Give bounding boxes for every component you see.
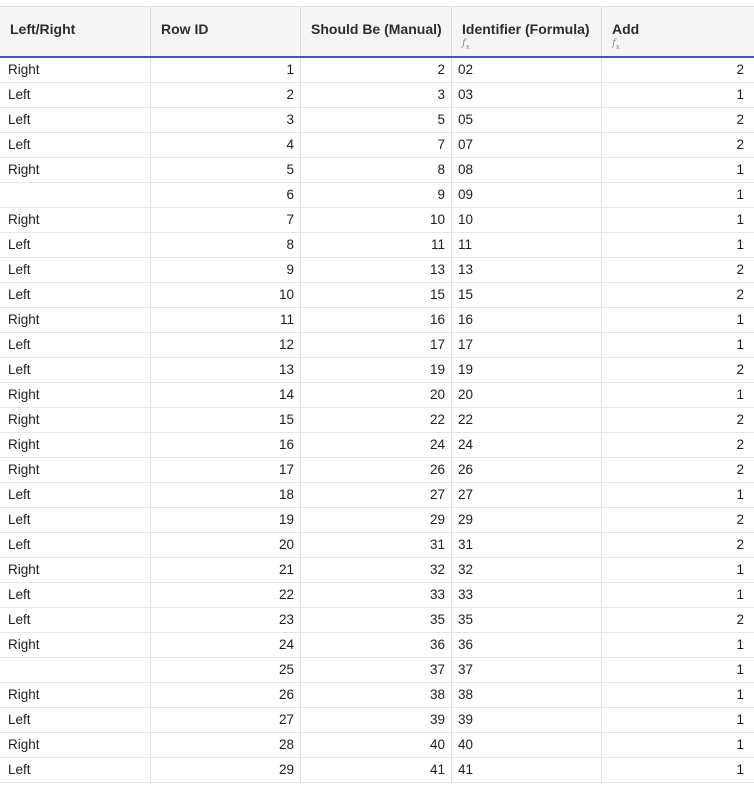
should-be-cell[interactable]: 10 (301, 208, 452, 232)
identifier-cell[interactable]: 32 (452, 558, 602, 582)
row-id-cell[interactable]: 4 (151, 133, 301, 157)
left-right-cell[interactable]: Right (0, 733, 151, 757)
left-right-cell[interactable] (0, 658, 151, 682)
column-header-row-id[interactable] (151, 7, 301, 56)
row-id-cell[interactable]: 8 (151, 233, 301, 257)
table-row (0, 258, 754, 283)
identifier-cell[interactable]: 02 (452, 58, 602, 82)
table-row (0, 608, 754, 633)
should-be-cell[interactable]: 29 (301, 508, 452, 532)
should-be-cell[interactable]: 7 (301, 133, 452, 157)
add-cell[interactable]: 1 (736, 687, 744, 702)
left-right-cell[interactable]: Left (0, 358, 151, 382)
should-be-cell[interactable]: 19 (301, 358, 452, 382)
table-row (0, 158, 754, 183)
left-right-cell[interactable]: Right (0, 458, 151, 482)
add-cell[interactable]: 1 (736, 737, 744, 752)
add-cell[interactable]: 1 (736, 162, 744, 177)
identifier-cell[interactable]: 09 (452, 183, 602, 207)
identifier-cell[interactable]: 38 (452, 683, 602, 707)
table-row (0, 383, 754, 408)
row-id-cell[interactable]: 21 (151, 558, 301, 582)
table-row (0, 333, 754, 358)
row-id-cell[interactable]: 25 (151, 658, 301, 682)
add-cell[interactable]: 1 (736, 312, 744, 327)
column-header-label: Identifier (Formula) (462, 21, 590, 37)
table-row (0, 108, 754, 133)
left-right-cell[interactable]: Left (0, 483, 151, 507)
identifier-cell[interactable]: 08 (452, 158, 602, 182)
add-cell[interactable]: 1 (736, 337, 744, 352)
row-id-cell[interactable]: 26 (151, 683, 301, 707)
add-cell[interactable]: 1 (736, 712, 744, 727)
left-right-cell[interactable]: Left (0, 708, 151, 732)
row-id-cell[interactable]: 13 (151, 358, 301, 382)
table-row (0, 58, 754, 83)
add-cell[interactable]: 2 (736, 287, 744, 302)
formula-icon: $f_x$ (462, 38, 470, 51)
table-row (0, 83, 754, 108)
left-right-cell[interactable]: Left (0, 758, 151, 782)
add-cell[interactable]: 2 (736, 612, 744, 627)
identifier-cell[interactable]: 16 (452, 308, 602, 332)
left-right-cell[interactable]: Right (0, 208, 151, 232)
left-right-cell[interactable]: Left (0, 258, 151, 282)
left-right-cell[interactable]: Right (0, 558, 151, 582)
identifier-cell[interactable]: 27 (452, 483, 602, 507)
left-right-cell[interactable]: Right (0, 383, 151, 407)
identifier-cell[interactable]: 26 (452, 458, 602, 482)
add-cell[interactable]: 1 (736, 587, 744, 602)
identifier-cell[interactable]: 13 (452, 258, 602, 282)
identifier-cell[interactable]: 33 (452, 583, 602, 607)
table-row (0, 583, 754, 608)
table-row (0, 708, 754, 733)
table-row (0, 733, 754, 758)
should-be-cell[interactable]: 36 (301, 633, 452, 657)
column-header-identifier[interactable] (452, 7, 602, 56)
row-id-cell[interactable]: 14 (151, 383, 301, 407)
row-id-cell[interactable]: 24 (151, 633, 301, 657)
row-id-cell[interactable]: 22 (151, 583, 301, 607)
add-cell[interactable]: 1 (736, 237, 744, 252)
row-id-cell[interactable]: 2 (151, 83, 301, 107)
left-right-cell[interactable]: Right (0, 408, 151, 432)
left-right-cell[interactable]: Left (0, 608, 151, 632)
row-id-cell[interactable]: 12 (151, 333, 301, 357)
row-id-cell[interactable]: 18 (151, 483, 301, 507)
add-cell[interactable]: 2 (736, 512, 744, 527)
left-right-cell[interactable]: Left (0, 108, 151, 132)
table-row (0, 358, 754, 383)
should-be-cell[interactable]: 37 (301, 658, 452, 682)
left-right-cell[interactable]: Right (0, 683, 151, 707)
add-cell[interactable]: 1 (736, 487, 744, 502)
should-be-cell[interactable]: 33 (301, 583, 452, 607)
identifier-cell[interactable]: 36 (452, 633, 602, 657)
identifier-cell[interactable]: 29 (452, 508, 602, 532)
table-row (0, 508, 754, 533)
identifier-cell[interactable]: 19 (452, 358, 602, 382)
add-cell[interactable]: 2 (736, 462, 744, 477)
row-id-cell[interactable]: 9 (151, 258, 301, 282)
identifier-cell[interactable]: 17 (452, 333, 602, 357)
table-row (0, 183, 754, 208)
left-right-cell[interactable]: Left (0, 508, 151, 532)
should-be-cell[interactable]: 8 (301, 158, 452, 182)
table-row (0, 308, 754, 333)
add-cell[interactable]: 2 (736, 437, 744, 452)
column-header-label: Add (612, 21, 640, 37)
should-be-cell[interactable]: 22 (301, 408, 452, 432)
identifier-cell[interactable]: 07 (452, 133, 602, 157)
table-row (0, 458, 754, 483)
should-be-cell[interactable]: 15 (301, 283, 452, 307)
table-row (0, 758, 754, 783)
row-id-cell[interactable]: 1 (151, 58, 301, 82)
add-cell[interactable]: 1 (736, 387, 744, 402)
row-id-cell[interactable]: 29 (151, 758, 301, 782)
table-row (0, 658, 754, 683)
identifier-cell[interactable]: 37 (452, 658, 602, 682)
row-id-cell[interactable]: 16 (151, 433, 301, 457)
add-cell[interactable]: 2 (736, 62, 744, 77)
table-row (0, 683, 754, 708)
row-id-cell[interactable]: 23 (151, 608, 301, 632)
left-right-cell[interactable]: Left (0, 83, 151, 107)
should-be-cell[interactable]: 3 (301, 83, 452, 107)
left-right-cell[interactable]: Left (0, 133, 151, 157)
header-row (0, 7, 754, 58)
row-id-cell[interactable]: 15 (151, 408, 301, 432)
table-row (0, 208, 754, 233)
formula-icon: $f_x$ (612, 38, 620, 51)
add-cell[interactable]: 1 (736, 762, 744, 777)
left-right-cell[interactable]: Left (0, 533, 151, 557)
column-header-left-right[interactable] (0, 7, 151, 56)
left-right-cell[interactable] (0, 183, 151, 207)
add-cell[interactable]: 2 (736, 412, 744, 427)
row-id-cell[interactable]: 28 (151, 733, 301, 757)
should-be-cell[interactable]: 11 (301, 233, 452, 257)
should-be-cell[interactable]: 39 (301, 708, 452, 732)
identifier-cell[interactable]: 15 (452, 283, 602, 307)
identifier-cell[interactable]: 39 (452, 708, 602, 732)
table-row (0, 283, 754, 308)
add-cell[interactable]: 1 (736, 187, 744, 202)
should-be-cell[interactable]: 5 (301, 108, 452, 132)
should-be-cell[interactable]: 41 (301, 758, 452, 782)
add-cell[interactable]: 1 (736, 662, 744, 677)
should-be-cell[interactable]: 40 (301, 733, 452, 757)
table-row (0, 533, 754, 558)
identifier-cell[interactable]: 24 (452, 433, 602, 457)
identifier-cell[interactable]: 11 (452, 233, 602, 257)
should-be-cell[interactable]: 20 (301, 383, 452, 407)
identifier-cell[interactable]: 41 (452, 758, 602, 782)
left-right-cell[interactable]: Right (0, 158, 151, 182)
left-right-cell[interactable]: Left (0, 333, 151, 357)
left-right-cell[interactable]: Left (0, 283, 151, 307)
add-cell[interactable]: 1 (736, 637, 744, 652)
left-right-cell[interactable]: Right (0, 308, 151, 332)
should-be-cell[interactable]: 26 (301, 458, 452, 482)
add-cell[interactable]: 2 (736, 537, 744, 552)
data-grid (0, 7, 754, 783)
row-id-cell[interactable]: 17 (151, 458, 301, 482)
column-header-label: Should Be (Manual) (311, 21, 442, 37)
left-right-cell[interactable]: Right (0, 58, 151, 82)
left-right-cell[interactable]: Left (0, 583, 151, 607)
left-right-cell[interactable]: Left (0, 233, 151, 257)
row-id-cell[interactable]: 6 (151, 183, 301, 207)
table-row (0, 633, 754, 658)
row-id-cell[interactable]: 7 (151, 208, 301, 232)
identifier-cell[interactable]: 40 (452, 733, 602, 757)
left-right-cell[interactable]: Right (0, 633, 151, 657)
should-be-cell[interactable]: 13 (301, 258, 452, 282)
table-row (0, 558, 754, 583)
add-cell[interactable]: 1 (736, 87, 744, 102)
row-id-cell[interactable]: 5 (151, 158, 301, 182)
should-be-cell[interactable]: 24 (301, 433, 452, 457)
table-row (0, 233, 754, 258)
row-id-cell[interactable]: 10 (151, 283, 301, 307)
add-cell[interactable]: 2 (736, 262, 744, 277)
column-header-add[interactable] (602, 7, 754, 56)
should-be-cell[interactable]: 27 (301, 483, 452, 507)
should-be-cell[interactable]: 2 (301, 58, 452, 82)
should-be-cell[interactable]: 31 (301, 533, 452, 557)
identifier-cell[interactable]: 31 (452, 533, 602, 557)
add-cell[interactable]: 2 (736, 362, 744, 377)
add-cell[interactable]: 1 (736, 562, 744, 577)
should-be-cell[interactable]: 35 (301, 608, 452, 632)
add-cell[interactable]: 2 (736, 137, 744, 152)
add-cell[interactable]: 1 (736, 212, 744, 227)
table-row (0, 408, 754, 433)
should-be-cell[interactable]: 17 (301, 333, 452, 357)
should-be-cell[interactable]: 9 (301, 183, 452, 207)
row-id-cell[interactable]: 11 (151, 308, 301, 332)
identifier-cell[interactable]: 10 (452, 208, 602, 232)
row-id-cell[interactable]: 19 (151, 508, 301, 532)
identifier-cell[interactable]: 03 (452, 83, 602, 107)
table-body (0, 58, 754, 783)
row-id-cell[interactable]: 27 (151, 708, 301, 732)
table-row (0, 433, 754, 458)
identifier-cell[interactable]: 35 (452, 608, 602, 632)
identifier-cell[interactable]: 22 (452, 408, 602, 432)
identifier-cell[interactable]: 20 (452, 383, 602, 407)
column-header-label: Row ID (161, 21, 209, 37)
row-id-cell[interactable]: 3 (151, 108, 301, 132)
column-header-label: Left/Right (10, 21, 76, 37)
should-be-cell[interactable]: 38 (301, 683, 452, 707)
column-header-should-be[interactable] (301, 7, 452, 56)
left-right-cell[interactable]: Right (0, 433, 151, 457)
row-id-cell[interactable]: 20 (151, 533, 301, 557)
table-row (0, 483, 754, 508)
identifier-cell[interactable]: 05 (452, 108, 602, 132)
should-be-cell[interactable]: 16 (301, 308, 452, 332)
add-cell[interactable]: 2 (736, 112, 744, 127)
should-be-cell[interactable]: 32 (301, 558, 452, 582)
table-row (0, 133, 754, 158)
